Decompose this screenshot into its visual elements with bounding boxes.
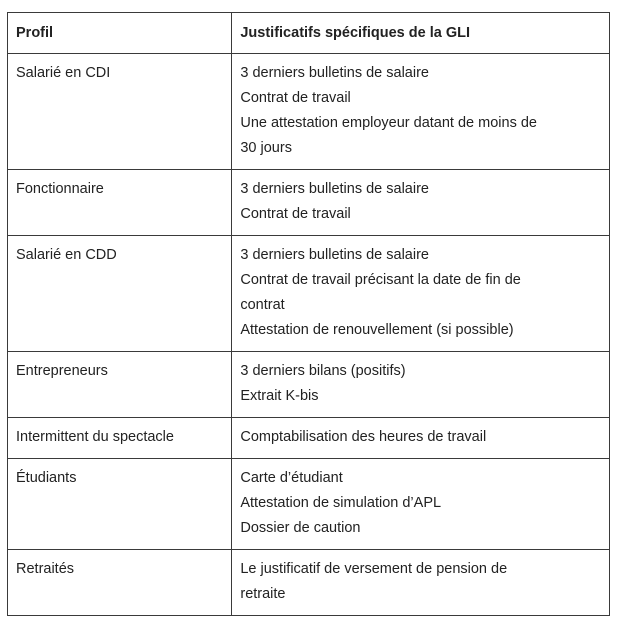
header-profile: Profil xyxy=(8,13,232,54)
document-item: 3 derniers bulletins de salaire xyxy=(240,181,429,197)
row-profile: Fonctionnaire xyxy=(8,170,232,236)
table-row xyxy=(8,550,610,616)
header-documents: Justificatifs spécifiques de la GLI xyxy=(232,13,610,54)
document-item: 3 derniers bilans (positifs) xyxy=(240,363,406,379)
document-item: Extrait K-bis xyxy=(240,388,319,404)
row-documents xyxy=(232,352,610,418)
row-profile: Intermittent du spectacle xyxy=(8,418,232,459)
table-row xyxy=(8,459,610,550)
table-row xyxy=(8,352,610,418)
document-item: 3 derniers bulletins de salaire xyxy=(240,247,429,263)
table-row xyxy=(8,236,610,352)
document-item: Une attestation employeur datant de moins de xyxy=(240,115,537,131)
row-profile: Entrepreneurs xyxy=(8,352,232,418)
table-row xyxy=(8,418,610,459)
document-item: Contrat de travail précisant la date de fin de xyxy=(240,272,521,288)
table-row xyxy=(8,170,610,236)
row-documents xyxy=(232,170,610,236)
document-item: 30 jours xyxy=(240,140,292,156)
document-item: Attestation de renouvellement (si possible) xyxy=(240,322,514,338)
row-documents xyxy=(232,236,610,352)
document-item: Attestation de simulation d’APL xyxy=(240,495,442,511)
document-item: retraite xyxy=(240,586,286,602)
row-documents xyxy=(232,418,610,459)
row-documents xyxy=(232,550,610,616)
document-item: contrat xyxy=(240,297,285,313)
document-item: Contrat de travail xyxy=(240,206,351,222)
table-header-row xyxy=(8,13,610,54)
row-profile: Étudiants xyxy=(8,459,232,550)
document-item: Le justificatif de versement de pension de xyxy=(240,561,508,577)
document-item: Contrat de travail xyxy=(240,90,351,106)
gli-documents-table xyxy=(7,12,610,616)
row-profile: Salarié en CDI xyxy=(8,54,232,170)
table-row xyxy=(8,54,610,170)
document-item: Comptabilisation des heures de travail xyxy=(240,429,487,445)
document-item: Carte d’étudiant xyxy=(240,470,343,486)
document-item: Dossier de caution xyxy=(240,520,361,536)
row-documents xyxy=(232,459,610,550)
document-item: 3 derniers bulletins de salaire xyxy=(240,65,429,81)
row-profile: Salarié en CDD xyxy=(8,236,232,352)
row-documents xyxy=(232,54,610,170)
row-profile: Retraités xyxy=(8,550,232,616)
